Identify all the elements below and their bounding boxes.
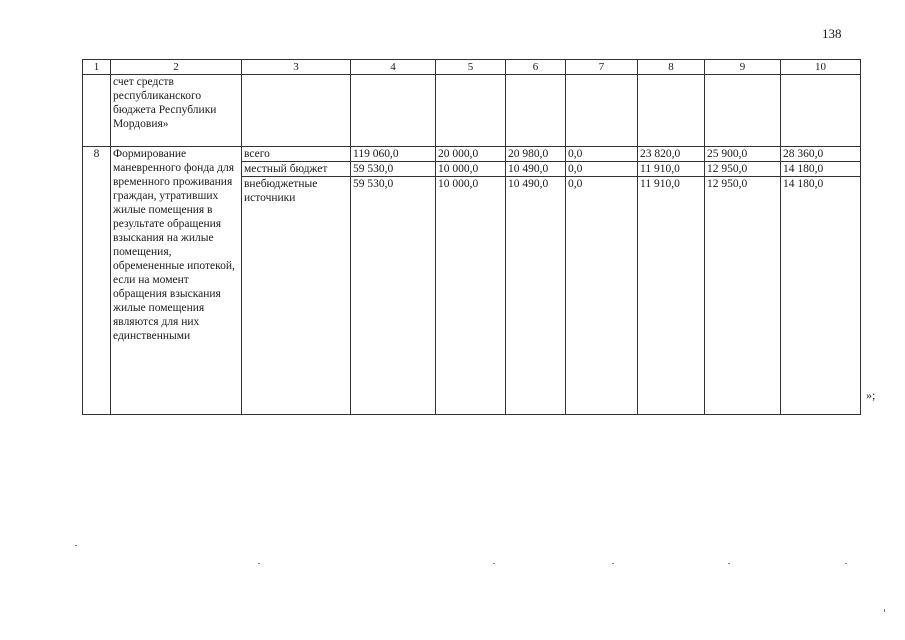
header-cell: 9 [705,60,781,75]
header-cell: 8 [638,60,705,75]
value-cell: 11 910,0 [638,162,705,177]
continued-row [83,75,861,147]
header-cell: 1 [83,60,111,75]
value-cell: 59 530,0 [351,162,436,177]
value-cell: 14 180,0 [781,177,861,415]
value-cell: 10 490,0 [506,162,566,177]
page-number: 138 [822,26,842,41]
value-cell: 0,0 [566,147,638,162]
value-cell: 20 000,0 [436,147,506,162]
header-cell: 7 [566,60,638,75]
value-cell: 10 000,0 [436,177,506,415]
header-row [83,60,861,75]
value-cell: 28 360,0 [781,147,861,162]
closing-quote-mark: »; [866,388,876,402]
value-cell: 12 950,0 [705,162,781,177]
value-cell: 23 820,0 [638,147,705,162]
header-cell: 4 [351,60,436,75]
value-cell: 0,0 [566,177,638,415]
financing-table [82,59,861,415]
row-name: Формирование маневренного фонда для временного проживания граждан, утративших жилые помещения в результате обращения взыскания на жилые помещения, обремененные ипотекой, если на момент обращения взыскания жилые помещения являются для них единственными [111,147,242,415]
value-cell: 14 180,0 [781,162,861,177]
continued-row-name: счет средств республиканского бюджета Республики Мордовия» [111,75,242,147]
value-cell: 0,0 [566,162,638,177]
value-cell: 12 950,0 [705,177,781,415]
header-cell: 2 [111,60,242,75]
header-cell: 10 [781,60,861,75]
header-cell: 3 [242,60,351,75]
value-cell: 25 900,0 [705,147,781,162]
value-cell: 119 060,0 [351,147,436,162]
table-row [83,147,861,162]
value-cell: 10 490,0 [506,177,566,415]
value-cell: 11 910,0 [638,177,705,415]
header-cell: 5 [436,60,506,75]
header-cell: 6 [506,60,566,75]
source-label: внебюджетные источники [242,177,351,415]
source-label: местный бюджет [242,162,351,177]
row-number: 8 [83,147,111,415]
value-cell: 20 980,0 [506,147,566,162]
value-cell: 10 000,0 [436,162,506,177]
value-cell: 59 530,0 [351,177,436,415]
source-label: всего [242,147,351,162]
